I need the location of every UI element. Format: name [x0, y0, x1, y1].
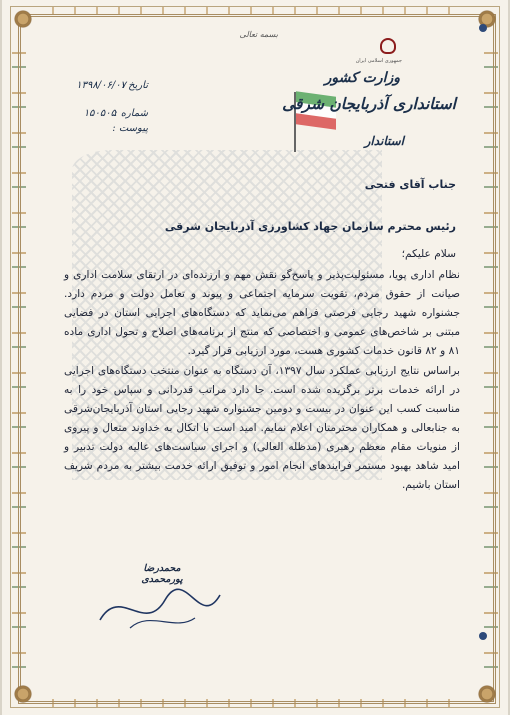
recipient-title: رئیس محترم سازمان جهاد کشاورزی آذربایجان شرقی	[164, 220, 456, 233]
republic-line: جمهوری اسلامی ایران	[355, 58, 402, 64]
corner-ornament-icon	[470, 677, 504, 711]
body-paragraph-2: براساس نتایج ارزیابی عملکرد سال ۱۳۹۷، آن دستگاه به عنوان منتخب دستگاه‌های اجرایی در ارائه خدمات برتر برگزیده شده است. جا دارد مراتب قدردانی و سپاس خود را به مناسبت کسب این عنوان در بیست و دومین جشنواره شهید رجایی استان آذربایجان‌شرقی به جنابعالی و همکاران محترمتان اعلام نمایم. امید است با اتکال به خداوند متعال و پیروی از منویات مقام معظم رهبری (مدظله العالی) و اجرای سیاست‌های عالیه دولت تدبیر و امید شاهد بهبود مستمر فرایندهای انجام امور و توفیق ارائه خدمت بیشتر به مردم شریف استان باشیم.	[64, 365, 460, 491]
governorate-title: استانداری آذربایجان شرقی	[282, 94, 456, 113]
greeting: سلام علیکم؛	[401, 248, 456, 260]
body-paragraph-1: نظام اداری پویا، مسئولیت‌پذیر و پاسخ‌گو نقش مهم و ارزنده‌ای در ارتقای سلامت اداری و صیانت از حقوق مردم، تقویت سرمایه اجتماعی و پیوند و تعامل دولت و مردم دارد. جشنواره شهید رجایی فرصتی فراهم می‌نماید که دستگاه‌های اجرایی استان در فضایی مبتنی بر شاخص‌های عمومی و اختصاصی که منتج از برنامه‌های اصلاح و تحول اداری ماده ۸۱ و ۸۲ قانون خدمات کشوری هست، مورد ارزیابی قرار گیرد.	[64, 269, 460, 357]
signature-flourish-icon	[90, 580, 230, 640]
recipient-name: جناب آقای فتحی	[364, 178, 456, 191]
signature-name: محمدرضا پورمحمدی	[141, 563, 183, 585]
corner-ornament-icon	[6, 677, 40, 711]
pin-dot-icon	[479, 24, 487, 32]
number-value: ۱۵۰۵۰۵	[83, 108, 116, 119]
letter-page	[2, 0, 508, 715]
corner-ornament-icon	[470, 2, 504, 36]
corner-ornament-icon	[6, 2, 40, 36]
top-mark: بسمه تعالی	[239, 30, 278, 39]
office-title: استاندار	[364, 134, 404, 148]
number-label: شماره :	[114, 108, 148, 119]
date-value: ۱۳۹۸/۰۶/۰۷	[76, 80, 126, 91]
pin-dot-icon	[479, 632, 487, 640]
date-label: تاریخ :	[121, 80, 148, 91]
emblem-icon	[380, 38, 396, 54]
attachment-label: پیوست :	[112, 123, 148, 134]
ministry-title: وزارت کشور	[324, 70, 400, 86]
